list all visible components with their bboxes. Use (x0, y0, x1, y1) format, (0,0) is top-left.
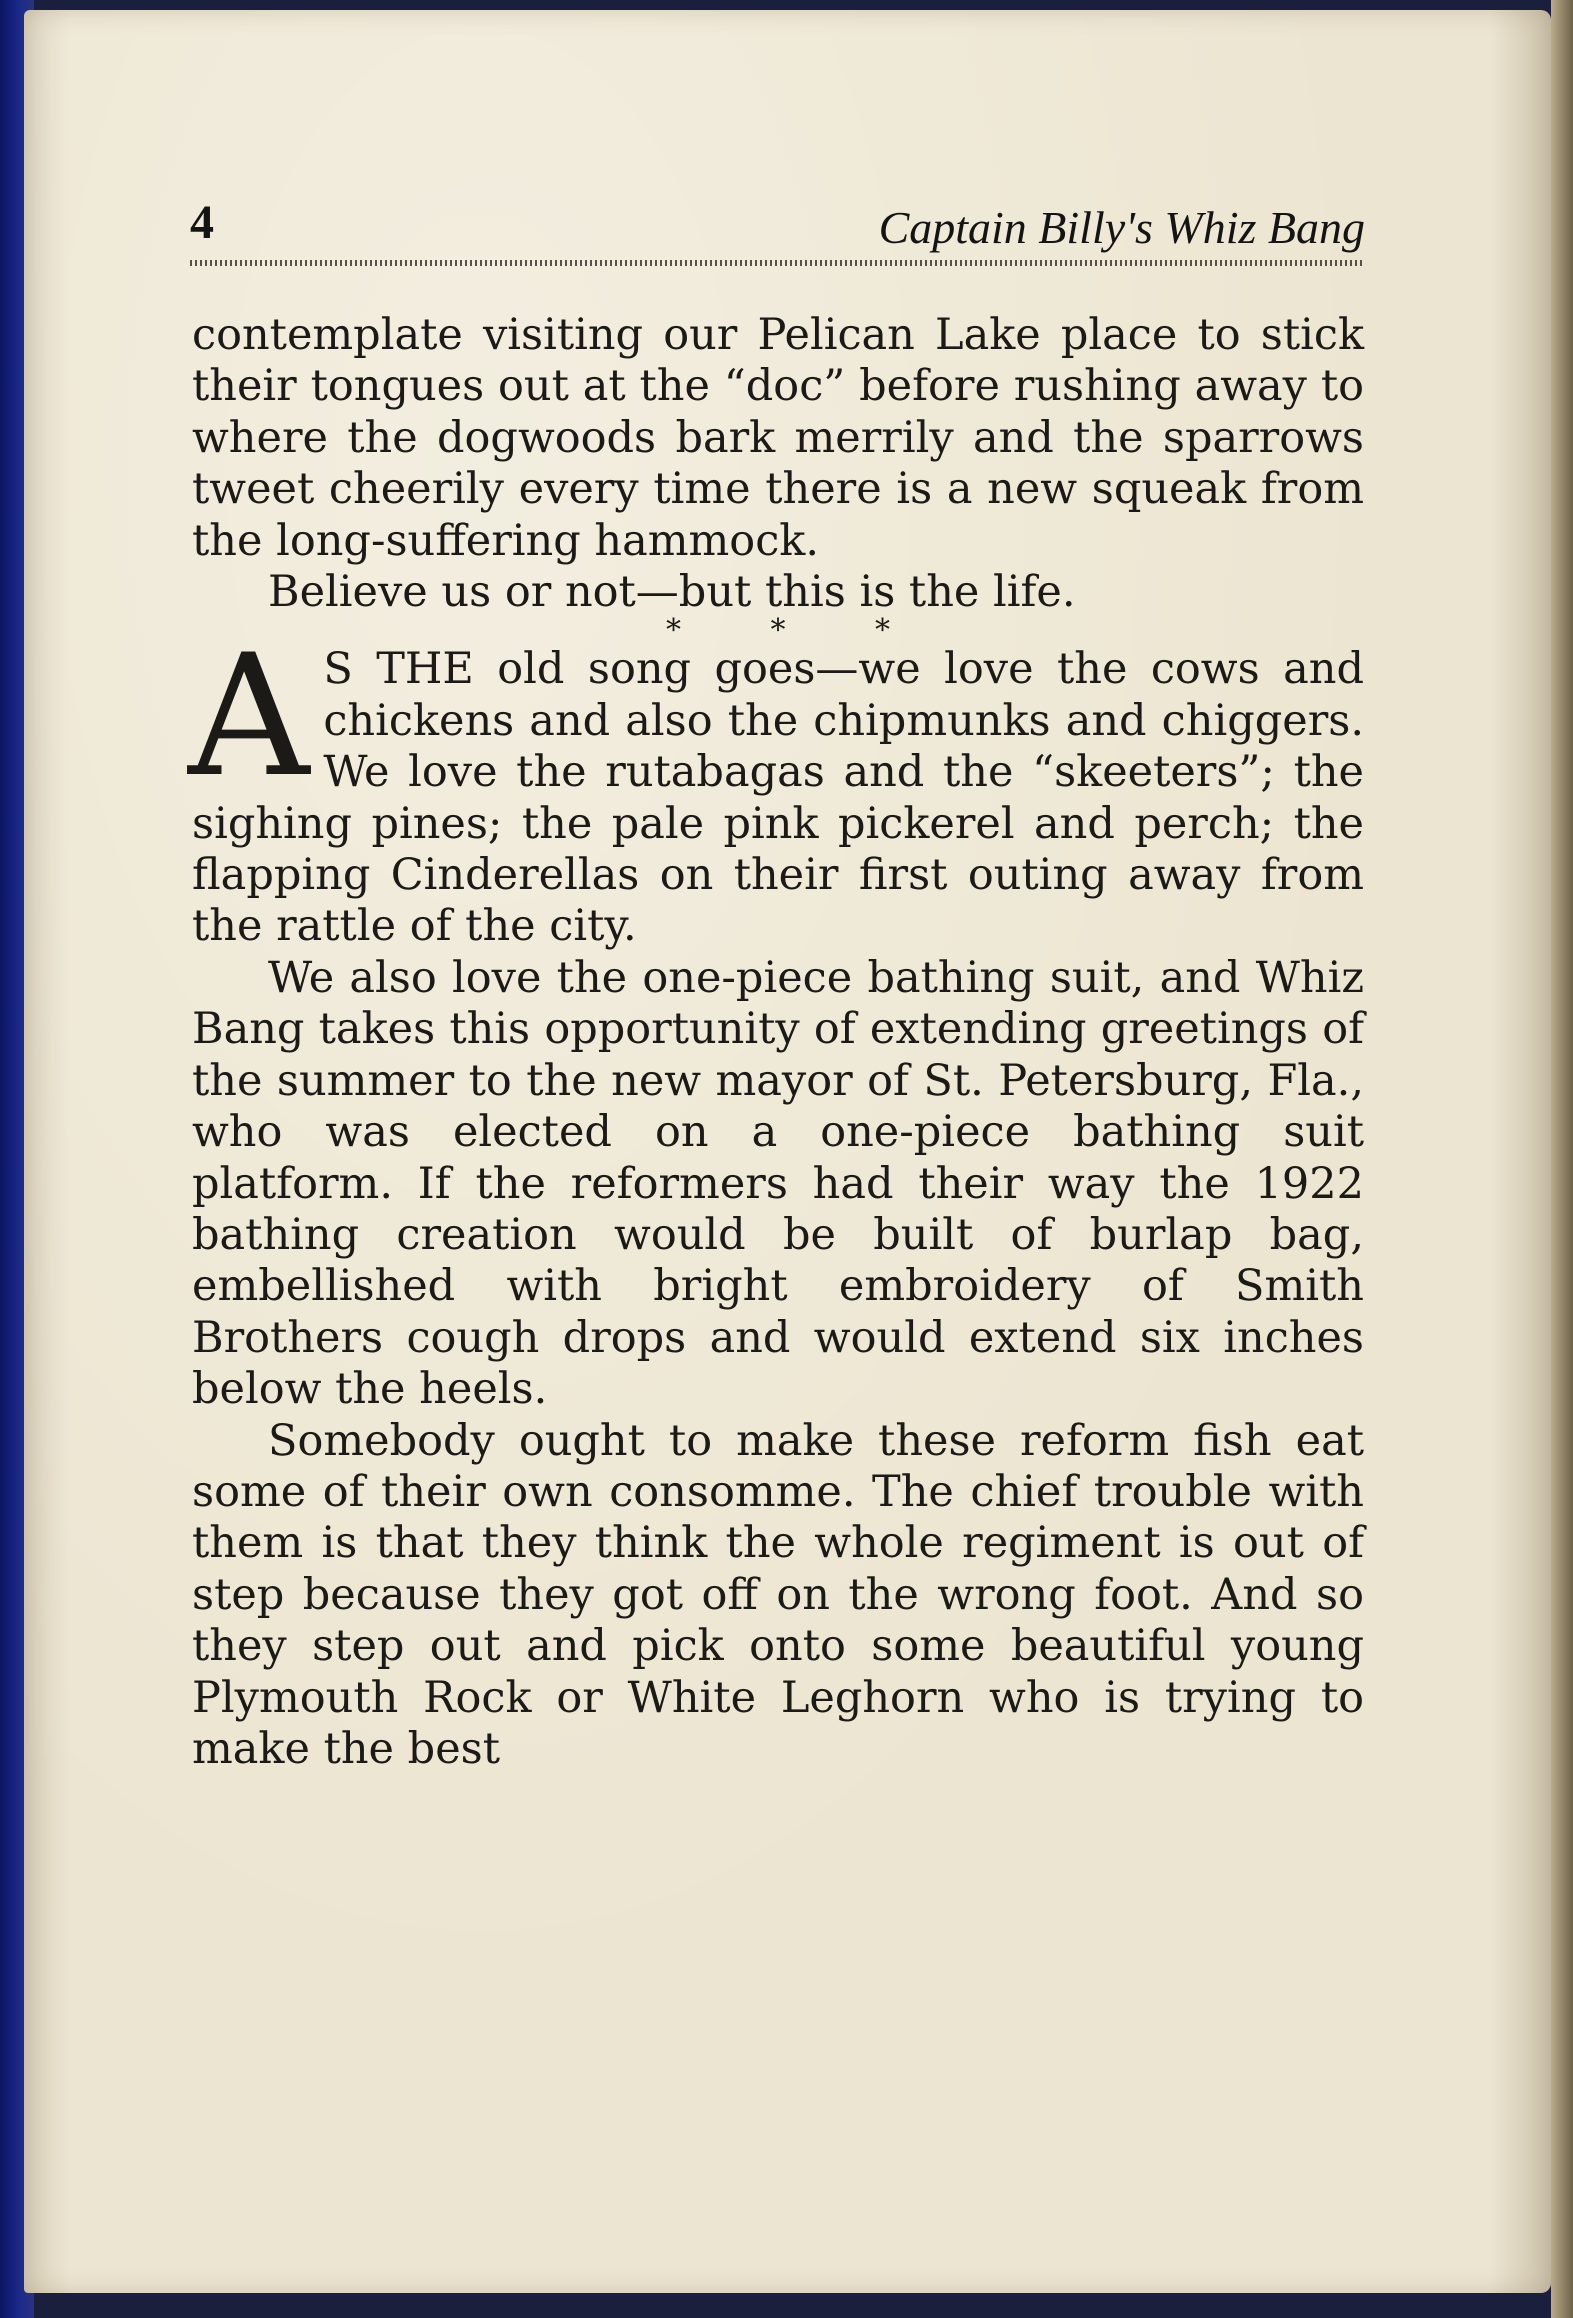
paragraph-3 (188, 618, 1364, 952)
drop-cap: A (188, 618, 310, 815)
running-title: Captain Billy's Whiz Bang (878, 202, 1365, 253)
paragraph-3-text: S THE old song goes—we love the cows and chickens and also the chipmunks and chiggers. We love the rutabagas and the “skeeters”; the sighing pines; the pale pink pickerel and perch; the flapping Cinderellas on their first outing away from the rattle of the city. (192, 644, 1364, 952)
paragraph-1: contemplate visiting our Pelican Lake place to stick their tongues out at the “doc” before rushing away to where the dogwoods bark merrily and the sparrows tweet cheerily every time there is a new squeak from the long-suffering hammock. (192, 310, 1364, 566)
page-number: 4 (190, 196, 214, 249)
article-body (188, 310, 1364, 1775)
paragraph-2: Believe us or not—but this is the life. (268, 567, 1076, 618)
page-edge (1551, 0, 1573, 2318)
header-rule (190, 260, 1365, 266)
paragraph-4: We also love the one-piece bathing suit, and Whiz Bang takes this opportunity of extending greetings of the summer to the new mayor of St. Petersburg, Fla., who was elected on a one-piece bathing suit platform. If the reformers had their way the 1922 bathing creation would be built of burlap bag, embellished with bright embroidery of Smith Brothers cough drops and would extend six inches below the heels. (192, 952, 1364, 1415)
paragraph-5: Somebody ought to make these reform fish eat some of their own consomme. The chief trouble with them is that they think the whole regiment is out of step because they got off on the wrong foot. And so they step out and pick onto some beautiful young Plymouth Rock or White Leghorn who is trying to make the best (192, 1415, 1364, 1774)
section-separator: * * * (665, 613, 931, 649)
page-header (190, 195, 1365, 255)
